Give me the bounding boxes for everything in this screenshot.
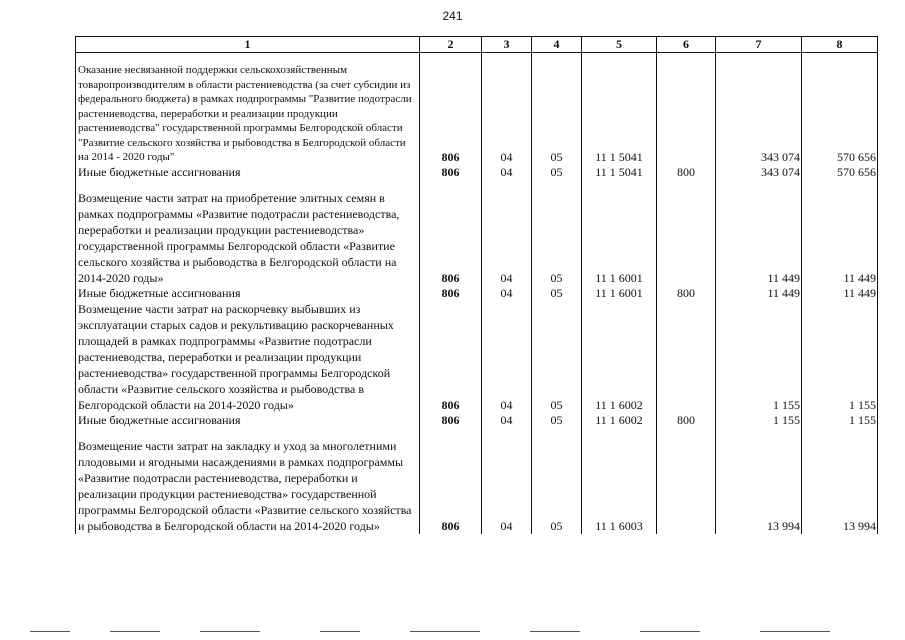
amount-col7: 11 449 [716, 286, 802, 301]
amount-col8: 1 155 [802, 413, 878, 428]
grbs-code: 806 [420, 286, 482, 301]
section-code: 04 [482, 301, 532, 413]
amount-col8: 1 155 [802, 301, 878, 413]
grbs-code: 806 [420, 428, 482, 534]
row-description: Возмещение части затрат на раскорчевку выбывших из эксплуатации старых садов и рекультивацию раскорчеванных площадей в рамках подпрограммы «Развитие подотрасли растениеводства, переработки и реализации продукции растениеводства» государственной программы Белгородской области «Развитие сельского хозяйства и рыбоводства в Белгородской области на 2014-2020 годы» [76, 301, 420, 413]
section-code: 04 [482, 413, 532, 428]
scan-edge-lines [0, 631, 905, 632]
grbs-code: 806 [420, 165, 482, 180]
column-header-2: 2 [420, 37, 482, 53]
row-description: Оказание несвязанной поддержки сельскохозяйственным товаропроизводителям в области растениеводства (за счет субсидии из федерального бюджета) в рамках подпрограммы "Развитие подотрасли растениеводства, переработки и реализации продукции растениеводства" государственной программы Белгородской области "Развитие сельского хозяйства и рыбоводства в Белгородской области на 2014 - 2020 годы" [76, 53, 420, 165]
expense-type-code [657, 428, 716, 534]
expense-type-code: 800 [657, 413, 716, 428]
amount-col7: 343 074 [716, 53, 802, 165]
amount-col8: 11 449 [802, 286, 878, 301]
column-header-8: 8 [802, 37, 878, 53]
column-header-5: 5 [582, 37, 657, 53]
table-row [76, 53, 878, 165]
row-description: Иные бюджетные ассигнования [76, 413, 420, 428]
table-row [76, 428, 878, 534]
subsection-code: 05 [532, 286, 582, 301]
target-article-code: 11 1 5041 [582, 53, 657, 165]
target-article-code: 11 1 6002 [582, 413, 657, 428]
header-row [76, 37, 878, 53]
grbs-code: 806 [420, 180, 482, 286]
amount-col8: 13 994 [802, 428, 878, 534]
table-row [76, 165, 878, 180]
grbs-code: 806 [420, 301, 482, 413]
expense-type-code [657, 180, 716, 286]
column-header-4: 4 [532, 37, 582, 53]
subsection-code: 05 [532, 413, 582, 428]
section-code: 04 [482, 53, 532, 165]
subsection-code: 05 [532, 53, 582, 165]
row-description: Возмещение части затрат на закладку и уход за многолетними плодовыми и ягодными насаждениями в рамках подпрограммы «Развитие подотрасли растениеводства, переработки и реализации продукции растениеводства» государственной программы Белгородской области «Развитие сельского хозяйства и рыбоводства в Белгородской области на 2014-2020 годы» [76, 428, 420, 534]
target-article-code: 11 1 6003 [582, 428, 657, 534]
expense-type-code [657, 301, 716, 413]
target-article-code: 11 1 6001 [582, 180, 657, 286]
amount-col7: 13 994 [716, 428, 802, 534]
expense-type-code: 800 [657, 165, 716, 180]
target-article-code: 11 1 6001 [582, 286, 657, 301]
table-row [76, 413, 878, 428]
column-header-3: 3 [482, 37, 532, 53]
target-article-code: 11 1 5041 [582, 165, 657, 180]
section-code: 04 [482, 180, 532, 286]
target-article-code: 11 1 6002 [582, 301, 657, 413]
amount-col7: 1 155 [716, 301, 802, 413]
amount-col8: 570 656 [802, 53, 878, 165]
column-header-6: 6 [657, 37, 716, 53]
row-description: Иные бюджетные ассигнования [76, 286, 420, 301]
budget-table [75, 36, 878, 534]
amount-col7: 11 449 [716, 180, 802, 286]
section-code: 04 [482, 428, 532, 534]
amount-col8: 11 449 [802, 180, 878, 286]
expense-type-code [657, 53, 716, 165]
section-code: 04 [482, 286, 532, 301]
column-header-1: 1 [76, 37, 420, 53]
subsection-code: 05 [532, 428, 582, 534]
table-row [76, 180, 878, 286]
grbs-code: 806 [420, 53, 482, 165]
section-code: 04 [482, 165, 532, 180]
expense-type-code: 800 [657, 286, 716, 301]
amount-col7: 1 155 [716, 413, 802, 428]
amount-col7: 343 074 [716, 165, 802, 180]
subsection-code: 05 [532, 165, 582, 180]
row-description: Возмещение части затрат на приобретение элитных семян в рамках подпрограммы «Развитие подотрасли растениеводства, переработки и реализации продукции растениеводства» государственной программы Белгородской области «Развитие сельского хозяйства и рыбоводства в Белгородской области на 2014-2020 годы» [76, 180, 420, 286]
table-row [76, 301, 878, 413]
page-number: 241 [442, 9, 463, 23]
column-header-7: 7 [716, 37, 802, 53]
grbs-code: 806 [420, 413, 482, 428]
table-row [76, 286, 878, 301]
amount-col8: 570 656 [802, 165, 878, 180]
row-description: Иные бюджетные ассигнования [76, 165, 420, 180]
subsection-code: 05 [532, 180, 582, 286]
subsection-code: 05 [532, 301, 582, 413]
